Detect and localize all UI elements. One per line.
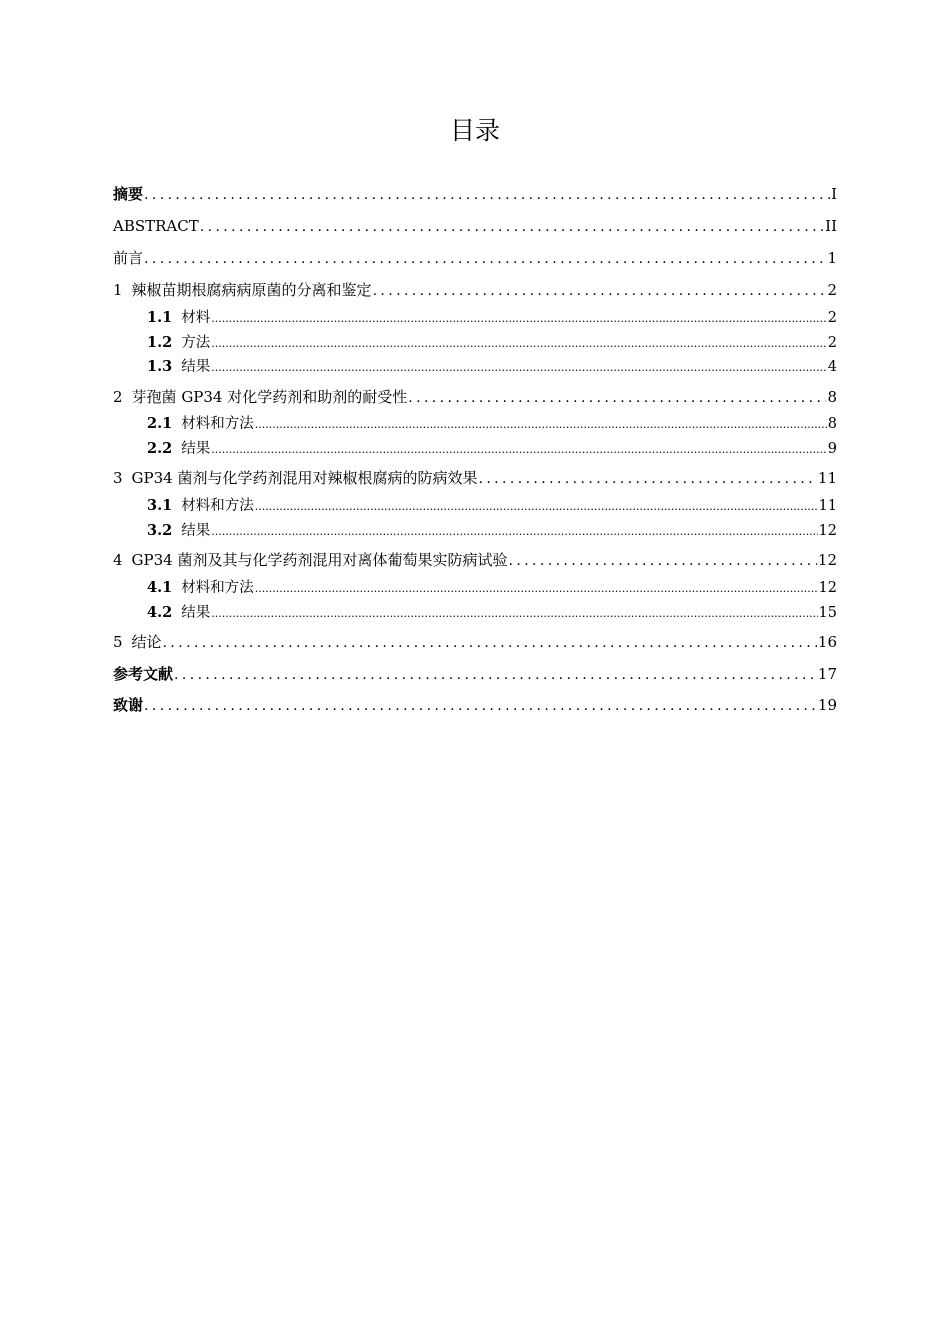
toc-entry-number: 3 bbox=[113, 469, 123, 487]
toc-entry-section-1-2[interactable] bbox=[147, 332, 837, 354]
toc-entry-chapter-4[interactable] bbox=[113, 548, 837, 572]
toc-entry-text: 材料和方法 bbox=[181, 498, 254, 514]
toc-dot-leader bbox=[211, 603, 817, 624]
toc-page-number: 12 bbox=[817, 551, 837, 569]
toc-page-number: 8 bbox=[827, 416, 837, 432]
toc-entry-text: 芽孢菌 GP34 对化学药剂和助剂的耐受性 bbox=[131, 388, 408, 406]
toc-entry-text: 材料 bbox=[181, 310, 211, 326]
toc-entry-number: 2.2 bbox=[147, 440, 173, 457]
toc-dot-leader bbox=[255, 496, 818, 517]
toc-entry-number: 4.2 bbox=[147, 604, 173, 621]
toc-dot-leader bbox=[174, 663, 817, 686]
toc-dot-leader bbox=[144, 694, 817, 717]
toc-page-number: 11 bbox=[817, 469, 837, 487]
toc-dot-leader bbox=[373, 279, 827, 302]
toc-entry-text: 辣椒苗期根腐病病原菌的分离和鉴定 bbox=[131, 281, 372, 299]
toc-entry-section-3-1[interactable] bbox=[147, 495, 837, 517]
toc-entry-number: 3.2 bbox=[147, 522, 173, 539]
toc-entry-number: 1.1 bbox=[147, 309, 173, 326]
toc-entry-number: 4 bbox=[113, 551, 123, 569]
toc-page-number: 8 bbox=[827, 388, 837, 406]
toc-entry-text: 致谢 bbox=[113, 696, 144, 714]
toc-entry-chapter-2[interactable] bbox=[113, 385, 837, 409]
toc-dot-leader bbox=[508, 549, 816, 572]
toc-page-number: 15 bbox=[818, 605, 837, 621]
toc-dot-leader bbox=[144, 183, 830, 206]
toc-page-number: 4 bbox=[827, 359, 837, 375]
toc-dot-leader bbox=[211, 357, 827, 378]
toc-dot-leader bbox=[163, 631, 817, 654]
toc-entry-section-4-2[interactable] bbox=[147, 602, 837, 624]
toc-page-number: 9 bbox=[827, 441, 837, 457]
toc-page-number: 2 bbox=[827, 310, 837, 326]
toc-page-number: II bbox=[825, 217, 837, 235]
toc-page-number: 19 bbox=[817, 696, 837, 714]
toc-entry-text: 结果 bbox=[181, 605, 211, 621]
toc-dot-leader bbox=[211, 521, 817, 542]
toc-entry-section-3-2[interactable] bbox=[147, 520, 837, 542]
toc-dot-leader bbox=[211, 333, 827, 354]
toc-entry-text: 摘要 bbox=[113, 185, 144, 203]
toc-entry-text: 结论 bbox=[131, 633, 162, 651]
toc-dot-leader bbox=[144, 247, 826, 270]
toc-page-number: I bbox=[831, 185, 837, 203]
toc-entry-text: 材料和方法 bbox=[181, 580, 254, 596]
toc-dot-leader bbox=[255, 578, 818, 599]
toc-page-number: 12 bbox=[818, 580, 837, 596]
toc-entry-section-2-2[interactable] bbox=[147, 438, 837, 460]
toc-entry-text: GP34 菌剂及其与化学药剂混用对离体葡萄果实防病试验 bbox=[131, 551, 508, 569]
toc-entry-number: 1.2 bbox=[147, 334, 173, 351]
toc-dot-leader bbox=[200, 215, 824, 238]
toc-entry-number: 2.1 bbox=[147, 415, 173, 432]
toc-entry-preface[interactable] bbox=[113, 246, 837, 270]
toc-page-number: 17 bbox=[817, 665, 837, 683]
toc-entry-chapter-3[interactable] bbox=[113, 466, 837, 490]
toc-entry-text: 材料和方法 bbox=[181, 416, 254, 432]
toc-entry-text: 结果 bbox=[181, 441, 211, 457]
toc-dot-leader bbox=[408, 386, 826, 409]
toc-entry-number: 5 bbox=[113, 633, 123, 651]
toc-entry-section-4-1[interactable] bbox=[147, 577, 837, 599]
toc-entry-section-1-1[interactable] bbox=[147, 307, 837, 329]
toc-dot-leader bbox=[478, 467, 816, 490]
toc-page-number: 1 bbox=[827, 249, 837, 267]
toc-entry-section-1-3[interactable] bbox=[147, 356, 837, 378]
toc-entry-number: 2 bbox=[113, 388, 123, 406]
toc-page-number: 11 bbox=[818, 498, 837, 514]
toc-page-number: 2 bbox=[827, 281, 837, 299]
toc-entry-section-2-1[interactable] bbox=[147, 413, 837, 435]
toc-page-number: 12 bbox=[818, 523, 837, 539]
toc-entry-text: 前言 bbox=[113, 249, 144, 267]
toc-dot-leader bbox=[211, 308, 827, 329]
toc-entry-abstract-cn[interactable] bbox=[113, 182, 837, 206]
toc-entry-text: 结果 bbox=[181, 523, 211, 539]
toc-page-number: 2 bbox=[827, 335, 837, 351]
toc-entry-chapter-5[interactable] bbox=[113, 630, 837, 654]
toc-entry-abstract-en[interactable] bbox=[113, 214, 837, 238]
toc-entry-text: 方法 bbox=[181, 335, 211, 351]
toc-entry-text: GP34 菌剂与化学药剂混用对辣椒根腐病的防病效果 bbox=[131, 469, 478, 487]
toc-entry-number: 4.1 bbox=[147, 579, 173, 596]
toc-entry-text: 参考文献 bbox=[113, 665, 174, 683]
toc-page-number: 16 bbox=[817, 633, 837, 651]
toc-entry-number: 1 bbox=[113, 281, 123, 299]
toc-dot-leader bbox=[255, 414, 827, 435]
toc-dot-leader bbox=[211, 439, 827, 460]
toc-entry-text: 结果 bbox=[181, 359, 211, 375]
toc-entry-chapter-1[interactable] bbox=[113, 278, 837, 302]
toc-entry-number: 1.3 bbox=[147, 358, 173, 375]
page-title: 目录 bbox=[449, 116, 500, 145]
toc-entry-acknowledgements[interactable] bbox=[113, 693, 837, 717]
toc-entry-text: ABSTRACT bbox=[113, 217, 199, 235]
toc-entry-references[interactable] bbox=[113, 662, 837, 686]
toc-entry-number: 3.1 bbox=[147, 497, 173, 514]
